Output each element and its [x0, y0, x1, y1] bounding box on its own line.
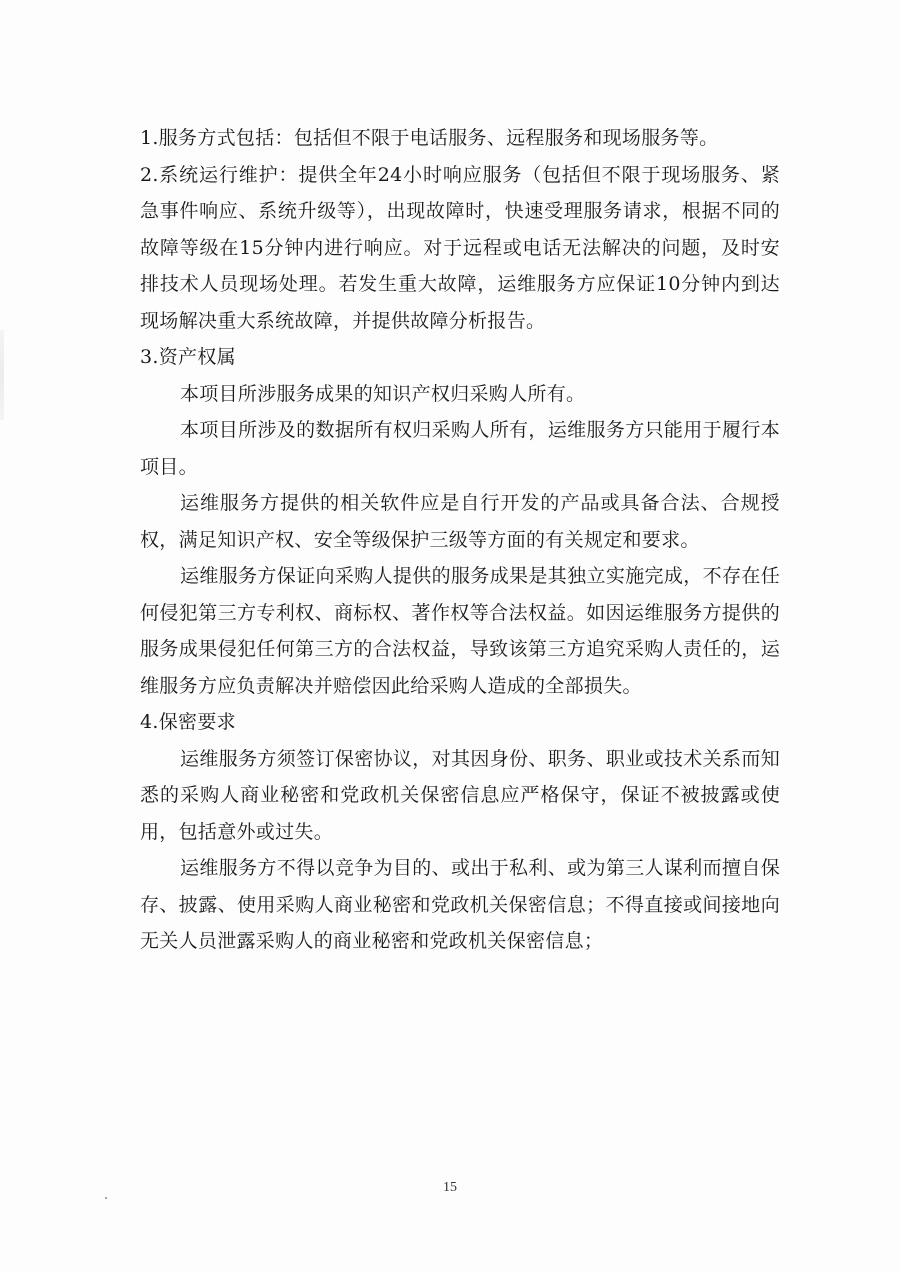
- heading-confidentiality: 4.保密要求: [140, 711, 236, 733]
- paragraph-system-maintenance: 2.系统运行维护：提供全年24小时响应服务（包括但不限于现场服务、紧急事件响应、系统升级等），出现故障时，快速受理服务请求，根据不同的故障等级在15分钟内进行响应。对于远程或电话无法解决的问题，及时安排技术人员现场处理。若发生重大故障，运维服务方应保证10分钟内到达现场解决重大系统故障，并提供故障分析报告。: [140, 163, 780, 332]
- paragraph-ip-ownership: 本项目所涉服务成果的知识产权归采购人所有。: [180, 382, 586, 405]
- scan-speck: [105, 1197, 107, 1199]
- document-body: [140, 120, 780, 960]
- paragraph-software-licensing: 运维服务方提供的相关软件应是自行开发的产品或具备合法、合规授权，满足知识产权、安全等级保护三级等方面的有关规定和要求。: [140, 492, 780, 551]
- paragraph-confidentiality-agreement: 运维服务方须签订保密协议，对其因身份、职务、职业或技术关系而知悉的采购人商业秘密和党政机关保密信息应严格保守，保证不被披露或使用，包括意外或过失。: [140, 747, 780, 843]
- heading-asset-ownership: 3.资产权属: [140, 346, 236, 368]
- scan-edge-shadow: [0, 330, 4, 420]
- page-number: 15: [443, 1180, 457, 1195]
- paragraph-disclosure-prohibition: 运维服务方不得以竞争为目的、或出于私利、或为第三人谋利而擅自保存、披露、使用采购人商业秘密和党政机关保密信息；不得直接或间接地向无关人员泄露采购人的商业秘密和党政机关保密信息；: [140, 857, 780, 952]
- paragraph-infringement-liability: 运维服务方保证向采购人提供的服务成果是其独立实施完成，不存在任何侵犯第三方专利权、商标权、著作权等合法权益。如因运维服务方提供的服务成果侵犯任何第三方的合法权益，导致该第三方追究采购人责任的，运维服务方应负责解决并赔偿因此给采购人造成的全部损失。: [140, 565, 780, 697]
- paragraph-service-methods: 1.服务方式包括：包括但不限于电话服务、远程服务和现场服务等。: [140, 127, 719, 149]
- paragraph-data-ownership: 本项目所涉及的数据所有权归采购人所有，运维服务方只能用于履行本项目。: [140, 419, 780, 478]
